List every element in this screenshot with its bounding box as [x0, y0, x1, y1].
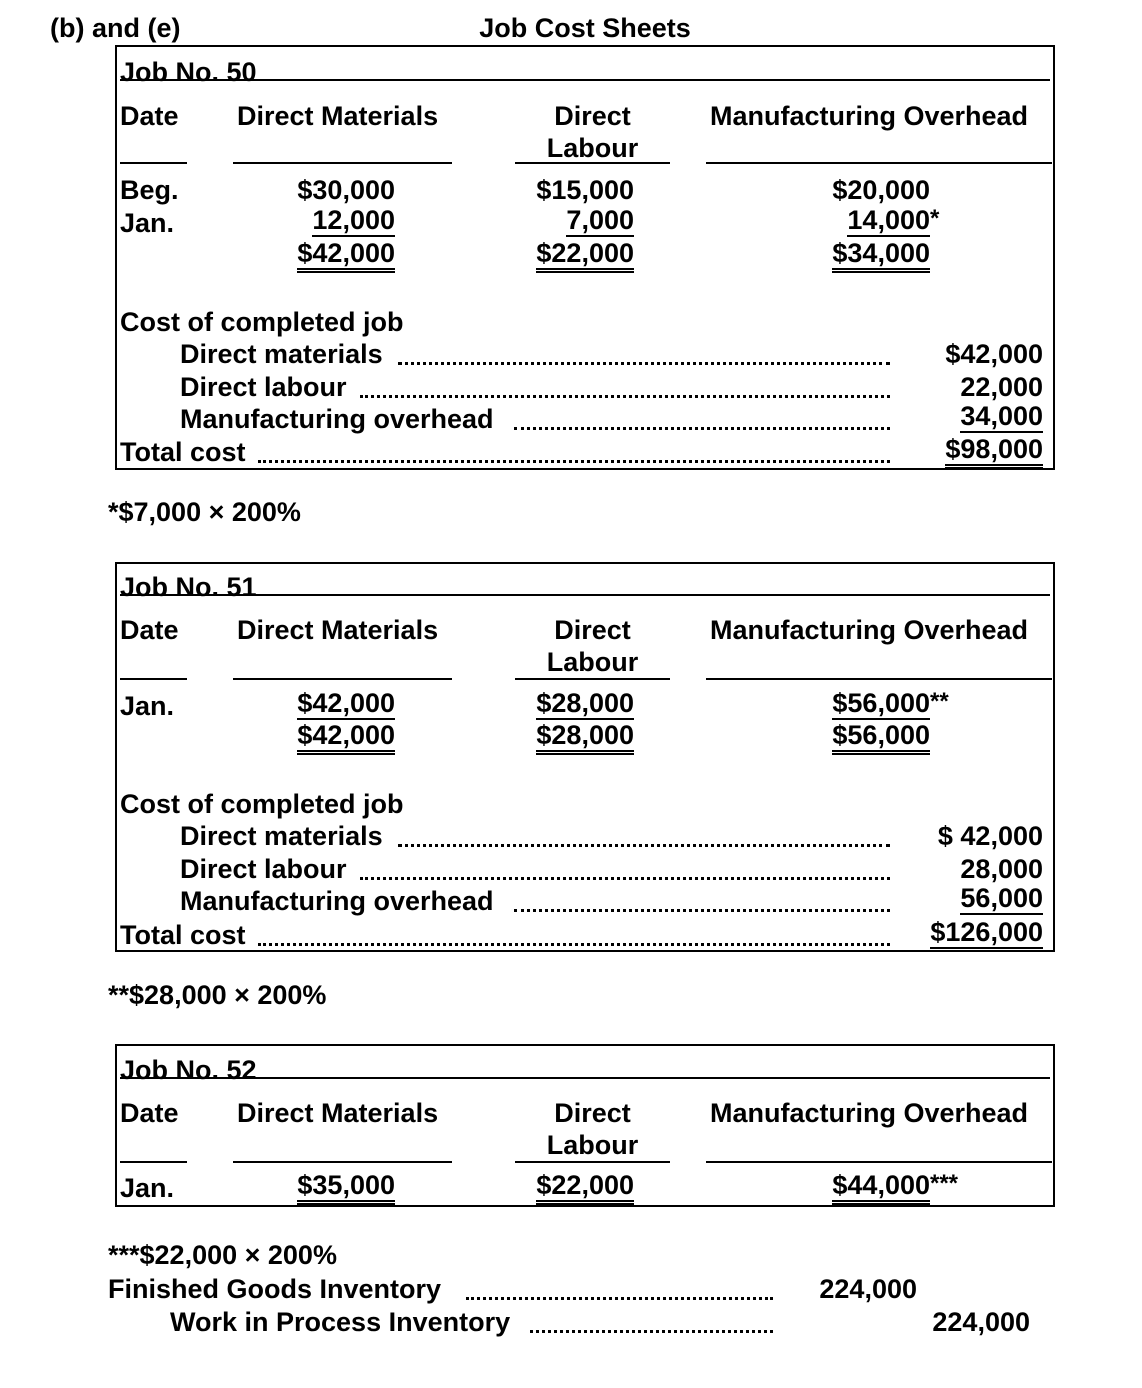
job-title-rule: [120, 594, 1050, 596]
column-header-manufacturing-overhead: Manufacturing Overhead: [710, 101, 1029, 131]
row-direct-materials: 12,000: [312, 205, 395, 235]
total-direct-labour: $28,000: [536, 722, 634, 755]
total-direct-materials: $42,000: [297, 722, 395, 755]
header-rule: [233, 678, 452, 680]
cost-heading: Cost of completed job: [120, 789, 404, 819]
job-number: Job No. 50: [120, 57, 257, 87]
row-manufacturing-overhead: 14,000: [847, 205, 930, 235]
dot-leader: [514, 909, 890, 912]
dot-leader: [466, 1297, 773, 1300]
total-cost-amount: $126,000: [930, 919, 1043, 952]
header-rule: [120, 678, 187, 680]
dot-leader: [360, 877, 890, 880]
header-rule: [120, 162, 187, 164]
header-rule: [706, 162, 1052, 164]
total-cost-label: Total cost: [120, 437, 246, 467]
row-manufacturing-overhead: $56,000: [832, 688, 930, 718]
journal-credit: 224,000: [932, 1307, 1030, 1337]
column-header-direct-labour: Labour: [546, 1130, 639, 1160]
footnote-marker: ***: [930, 1170, 959, 1197]
row-date: Jan.: [120, 208, 175, 238]
dot-leader: [258, 943, 890, 946]
dot-leader: [398, 362, 890, 365]
cost-amount-dl: 28,000: [960, 854, 1043, 884]
journal-debit: 224,000: [819, 1274, 917, 1304]
column-header-direct-labour: Labour: [546, 133, 639, 163]
row-date: Jan.: [120, 1173, 175, 1203]
job-number: Job No. 51: [120, 572, 257, 602]
column-header-direct-labour: Direct: [554, 101, 631, 131]
column-header-date: Date: [120, 101, 179, 131]
row-direct-materials: $35,000: [297, 1172, 395, 1205]
row-direct-labour: $15,000: [536, 175, 634, 205]
total-direct-labour: $22,000: [536, 240, 634, 273]
row-direct-materials: $42,000: [297, 688, 395, 718]
row-manufacturing-overhead: $20,000: [832, 175, 930, 205]
column-header-manufacturing-overhead: Manufacturing Overhead: [710, 615, 1029, 645]
cost-label-mo: Manufacturing overhead: [180, 886, 494, 916]
header-rule: [515, 1161, 670, 1163]
total-cost-label: Total cost: [120, 920, 246, 950]
row-date: Jan.: [120, 691, 175, 721]
column-header-direct-labour: Labour: [546, 647, 639, 677]
dot-leader: [398, 844, 890, 847]
row-date: Beg.: [120, 175, 179, 205]
footnote-marker: **: [930, 688, 949, 715]
footnote: **$28,000 × 200%: [108, 980, 327, 1010]
column-header-date: Date: [120, 1098, 179, 1128]
column-header-direct-materials: Direct Materials: [237, 101, 439, 131]
total-manufacturing-overhead: $34,000: [832, 240, 930, 273]
job-title-rule: [120, 79, 1050, 81]
header-rule: [515, 162, 670, 164]
journal-account: Work in Process Inventory: [170, 1307, 511, 1337]
cost-amount-mo: 56,000: [960, 883, 1043, 913]
footnote: *$7,000 × 200%: [108, 497, 301, 527]
row-direct-labour: $28,000: [536, 688, 634, 718]
cost-label-dm: Direct materials: [180, 339, 383, 369]
cost-label-mo: Manufacturing overhead: [180, 404, 494, 434]
dot-leader: [514, 427, 890, 430]
total-manufacturing-overhead: $56,000: [832, 722, 930, 755]
column-header-direct-labour: Direct: [554, 1098, 631, 1128]
header-rule: [233, 1161, 452, 1163]
cost-amount-dm: $ 42,000: [937, 821, 1043, 851]
job-number: Job No. 52: [120, 1055, 257, 1085]
header-rule: [706, 678, 1052, 680]
row-direct-labour: 7,000: [566, 205, 634, 235]
cost-amount-dl: 22,000: [960, 372, 1043, 402]
header-rule: [120, 1161, 187, 1163]
dot-leader: [360, 395, 890, 398]
row-direct-labour: $22,000: [536, 1172, 634, 1205]
row-manufacturing-overhead: $44,000: [832, 1172, 930, 1205]
header-rule: [706, 1161, 1052, 1163]
column-header-direct-materials: Direct Materials: [237, 1098, 439, 1128]
column-header-direct-materials: Direct Materials: [237, 615, 439, 645]
dot-leader: [530, 1330, 773, 1333]
total-direct-materials: $42,000: [297, 240, 395, 273]
journal-account: Finished Goods Inventory: [108, 1274, 442, 1304]
cost-amount-dm: $42,000: [945, 339, 1043, 369]
part-label: (b) and (e): [50, 13, 181, 43]
footnote-marker: *: [930, 205, 940, 232]
row-direct-materials: $30,000: [297, 175, 395, 205]
cost-label-dl: Direct labour: [180, 372, 347, 402]
cost-label-dl: Direct labour: [180, 854, 347, 884]
column-header-date: Date: [120, 615, 179, 645]
cost-heading: Cost of completed job: [120, 307, 404, 337]
column-header-manufacturing-overhead: Manufacturing Overhead: [710, 1098, 1029, 1128]
cost-amount-mo: 34,000: [960, 401, 1043, 431]
column-header-direct-labour: Direct: [554, 615, 631, 645]
cost-label-dm: Direct materials: [180, 821, 383, 851]
job-title-rule: [120, 1077, 1050, 1079]
page-title: Job Cost Sheets: [479, 13, 691, 43]
header-rule: [233, 162, 452, 164]
header-rule: [515, 678, 670, 680]
footnote: ***$22,000 × 200%: [108, 1240, 337, 1270]
dot-leader: [258, 460, 890, 463]
total-cost-amount: $98,000: [945, 436, 1043, 469]
